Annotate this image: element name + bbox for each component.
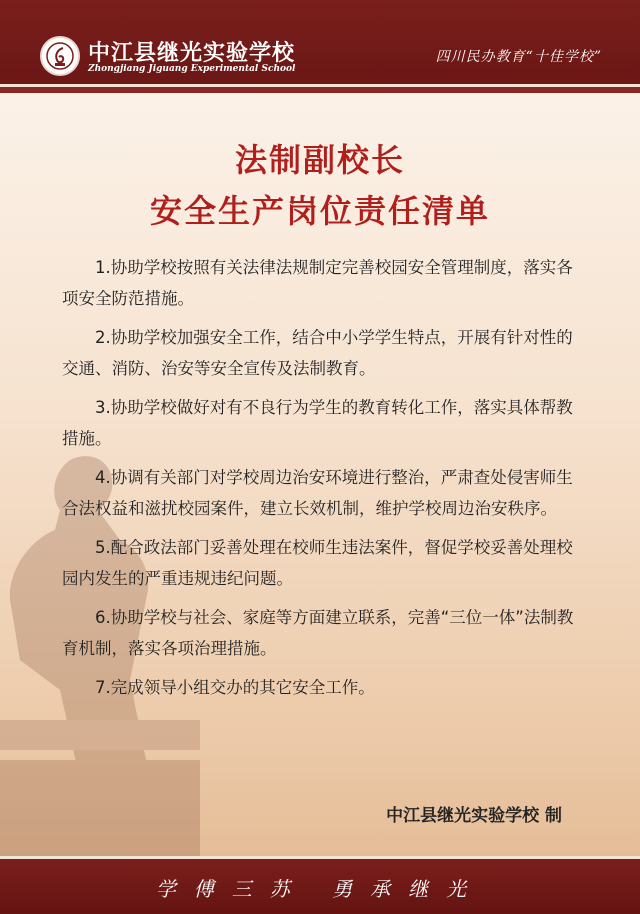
list-item: 1.协助学校按照有关法律法规制定完善校园安全管理制度，落实各项安全防范措施。 bbox=[62, 258, 573, 308]
header-divider bbox=[0, 87, 640, 93]
document-subtitle: 安全生产岗位责任清单 bbox=[149, 192, 490, 230]
issuer-signature: 中江县继光实验学校 制 bbox=[386, 806, 562, 826]
list-item: 4.协调有关部门对学校周边治安环境进行整治，严肃查处侵害师生合法权益和滋扰校园案件，建立长效机制，维护学校周边治安秩序。 bbox=[62, 468, 573, 518]
footer-banner bbox=[0, 856, 640, 914]
header-banner bbox=[0, 0, 640, 87]
responsibility-list bbox=[62, 252, 582, 711]
list-item: 3.协助学校做好对有不良行为学生的教育转化工作，落实具体帮教措施。 bbox=[62, 398, 573, 448]
school-logo bbox=[40, 36, 80, 76]
list-item: 2.协助学校加强安全工作，结合中小学学生特点，开展有针对性的交通、消防、治安等安全宣传及法制教育。 bbox=[62, 328, 573, 378]
list-item: 5.配合政法部门妥善处理在校师生违法案件，督促学校妥善处理校园内发生的严重违规违纪问题。 bbox=[62, 538, 573, 588]
document-title: 法制副校长 bbox=[234, 141, 405, 179]
school-logo-icon bbox=[45, 41, 75, 71]
list-item: 7.完成领导小组交办的其它安全工作。 bbox=[95, 678, 375, 697]
list-item: 6.协助学校与社会、家庭等方面建立联系，完善“三位一体”法制教育机制，落实各项治理措施。 bbox=[62, 608, 574, 658]
school-name-english: Zhongjiang Jiguang Experimental School bbox=[88, 64, 296, 74]
school-name: 中江县继光实验学校 bbox=[88, 40, 296, 66]
footer-motto: 学傅三苏 勇承继光 bbox=[155, 877, 485, 901]
school-slogan: 四川民办教育“十佳学校” bbox=[435, 49, 602, 65]
